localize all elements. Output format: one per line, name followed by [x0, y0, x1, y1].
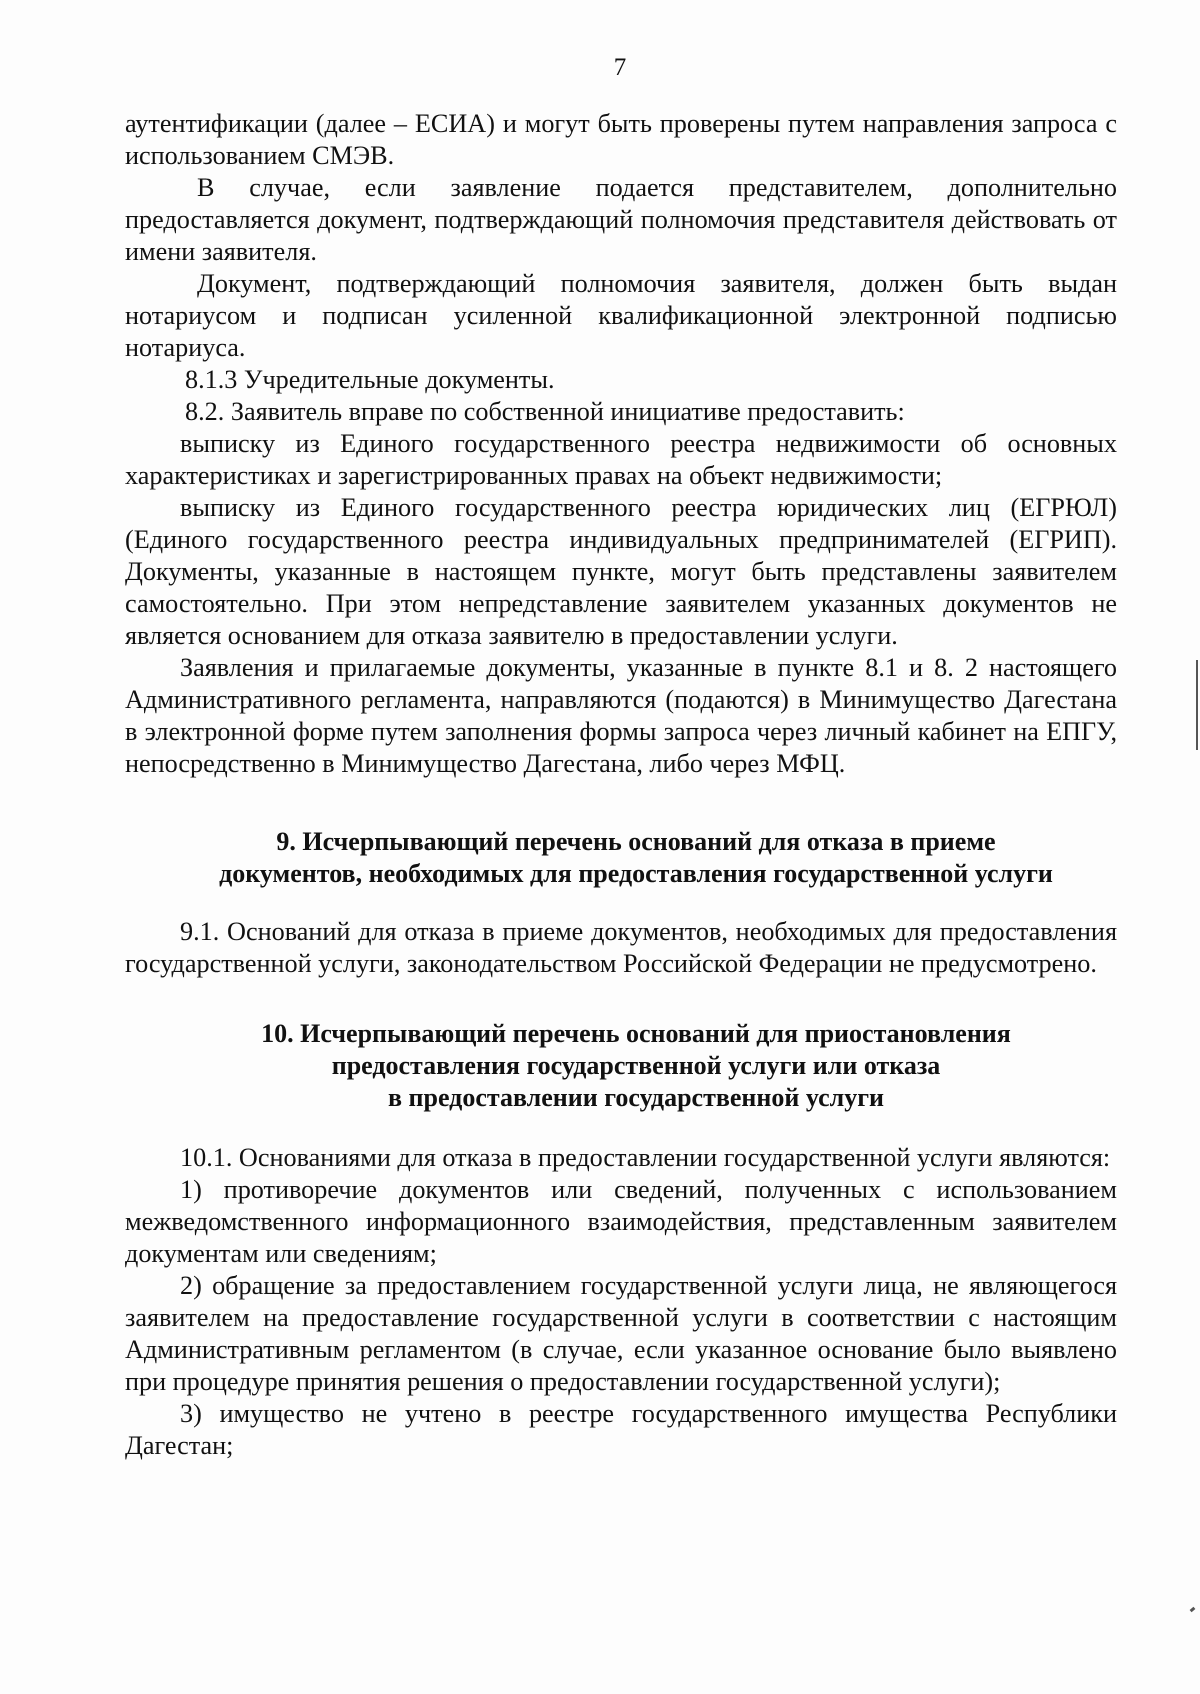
section-9-heading-line-2: документов, необходимых для предоставления государственной услуги — [219, 859, 1053, 888]
section-10-heading-line-1: 10. Исчерпывающий перечень оснований для приостановления — [261, 1019, 1011, 1048]
paragraph-10-1-item-1: 1) противоречие документов или сведений, полученных с использованием межведомственного информационного взаимодействия, представленным заявителем документам или сведениям; — [125, 1175, 1117, 1268]
paragraph-egrul-extract: выписку из Единого государственного реестра юридических лиц (ЕГРЮЛ) (Единого государственного реестра индивидуальных предпринимателей (ЕГРИП). Документы, указанные в настоящем пункте, могут быть представлены заявителем самостоятельно. При этом непредставление заявителем указанных документов не является основанием для отказа заявителю в предоставлении услуги. — [125, 493, 1117, 650]
page-number: 7 — [613, 54, 627, 81]
section-9-heading — [125, 826, 1117, 890]
section-10-heading — [125, 1018, 1117, 1114]
paragraph-9-1: 9.1. Оснований для отказа в приеме документов, необходимых для предоставления государственной услуги, законодательством Российской Федерации не предусмотрено. — [125, 917, 1117, 978]
paragraph-10-1-item-2: 2) обращение за предоставлением государственной услуги лица, не являющегося заявителем на предоставление государственной услуги в соответствии с настоящим Административным регламентом (в случае, если указанное основание было выявлено при процедуре принятия решения о предоставлении государственной услуги); — [125, 1271, 1117, 1396]
paragraph-representative: В случае, если заявление подается представителем, дополнительно предоставляется документ, подтверждающий полномочия представителя действовать от имени заявителя. — [125, 173, 1117, 266]
paragraph-egrn-extract: выписку из Единого государственного реестра недвижимости об основных характеристиках и зарегистрированных правах на объект недвижимости; — [125, 429, 1117, 490]
section-10-heading-line-2: предоставления государственной услуги или отказа — [331, 1051, 941, 1080]
paragraph-item-8-1-3: 8.1.3 Учредительные документы. — [185, 365, 555, 394]
paragraph-submission: Заявления и прилагаемые документы, указанные в пункте 8.1 и 8. 2 настоящего Административного регламента, направляются (подаются) в Минимущество Дагестана в электронной форме путем заполнения формы запроса через личный кабинет на ЕПГУ, непосредственно в Минимущество Дагестана, либо через МФЦ. — [125, 653, 1117, 778]
paragraph-item-8-2: 8.2. Заявитель вправе по собственной инициативе предоставить: — [185, 397, 905, 426]
paragraph-esia-continuation: аутентификации (далее – ЕСИА) и могут быть проверены путем направления запроса с использованием СМЭВ. — [125, 109, 1117, 170]
scan-speck — [1190, 1607, 1196, 1613]
document-body — [125, 108, 1117, 1462]
section-10-heading-line-3: в предоставлении государственной услуги — [387, 1083, 884, 1112]
scan-edge-mark — [1196, 660, 1198, 750]
paragraph-10-1: 10.1. Основаниями для отказа в предоставлении государственной услуги являются: — [180, 1143, 1111, 1172]
paragraph-notary-document: Документ, подтверждающий полномочия заявителя, должен быть выдан нотариусом и подписан усиленной квалификационной электронной подписью нотариуса. — [125, 269, 1117, 362]
paragraph-10-1-item-3: 3) имущество не учтено в реестре государственного имущества Республики Дагестан; — [125, 1399, 1117, 1460]
section-9-heading-line-1: 9. Исчерпывающий перечень оснований для отказа в приеме — [276, 827, 996, 856]
